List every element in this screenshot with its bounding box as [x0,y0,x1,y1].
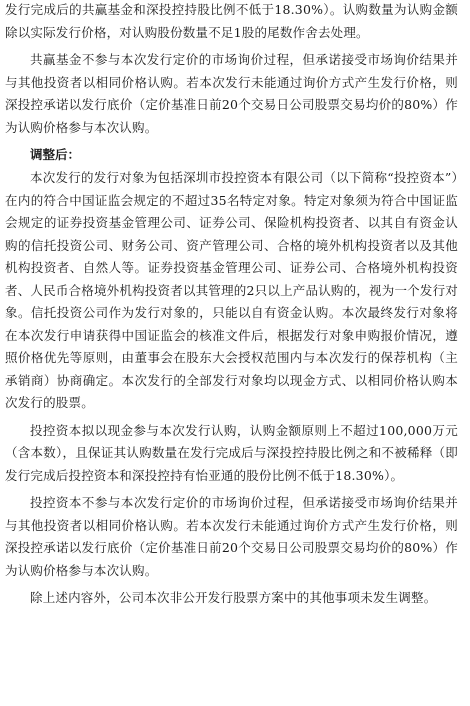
paragraph-continued: 发行完成后的共赢基金和深投控持股比例不低于18.30%）。认购数量为认购金额除以实际发行价格，对认购股份数量不足1股的尾数作舍去处理。 [5,2,458,40]
paragraph-issuance-targets: 本次发行的发行对象为包括深圳市投控资本有限公司（以下简称“投控资本”）在内的符合中国证监会规定的不超过35名特定对象。特定对象须为符合中国证监会规定的证券投资基金管理公司、证券公司、保险机构投资者、以其自有资金认购的信托投资公司、财务公司、资产管理公司、合格的境外机构投资者以及其他机构投资者、自然人等。证券投资基金管理公司、证券公司、合格境外机构投资者、人民币合格境外机构投资者以其管理的2只以上产品认购的，视为一个发行对象。信托投资公司作为发行对象的，只能以自有资金认购。本次最终发行对象将在本次发行申请获得中国证监会的核准文件后，根据发行对象申购报价情况，遵照价格优先等原则，由董事会在股东大会授权范围内与本次发行的保荐机构（主承销商）协商确定。本次发行的全部发行对象均以现金方式、以相同价格认购本次发行的股票。 [5,170,458,410]
paragraph-closing: 除上述内容外，公司本次非公开发行股票方案中的其他事项未发生调整。 [30,590,437,605]
paragraph-touk-pricing: 投控资本不参与本次发行定价的市场询价过程，但承诺接受市场询价结果并与其他投资者以相同价格认购。若本次发行未能通过询价方式产生发行价格，则深投控承诺以发行底价（定价基准日前20个交易日公司股票交易均价的80%）作为认购价格参与本次认购。 [5,495,458,578]
paragraph-subscription-amount: 投控资本拟以现金参与本次发行认购，认购金额原则上不超过100,000万元（含本数），且保证其认购数量在发行完成后与深投控持股比例之和不被稀释（即发行完成后投控资本和深投控持有怡亚通的股份比例不低于18.30%）。 [5,422,458,483]
section-heading-adjusted: 调整后： [30,147,81,162]
paragraph-gongying-pricing: 共赢基金不参与本次发行定价的市场询价过程，但承诺接受市场询价结果并与其他投资者以相同价格认购。若本次发行未能通过询价方式产生发行价格，则深投控承诺以发行底价（定价基准日前20个交易日公司股票交易均价的80%）作为认购价格参与本次认购。 [5,52,458,135]
